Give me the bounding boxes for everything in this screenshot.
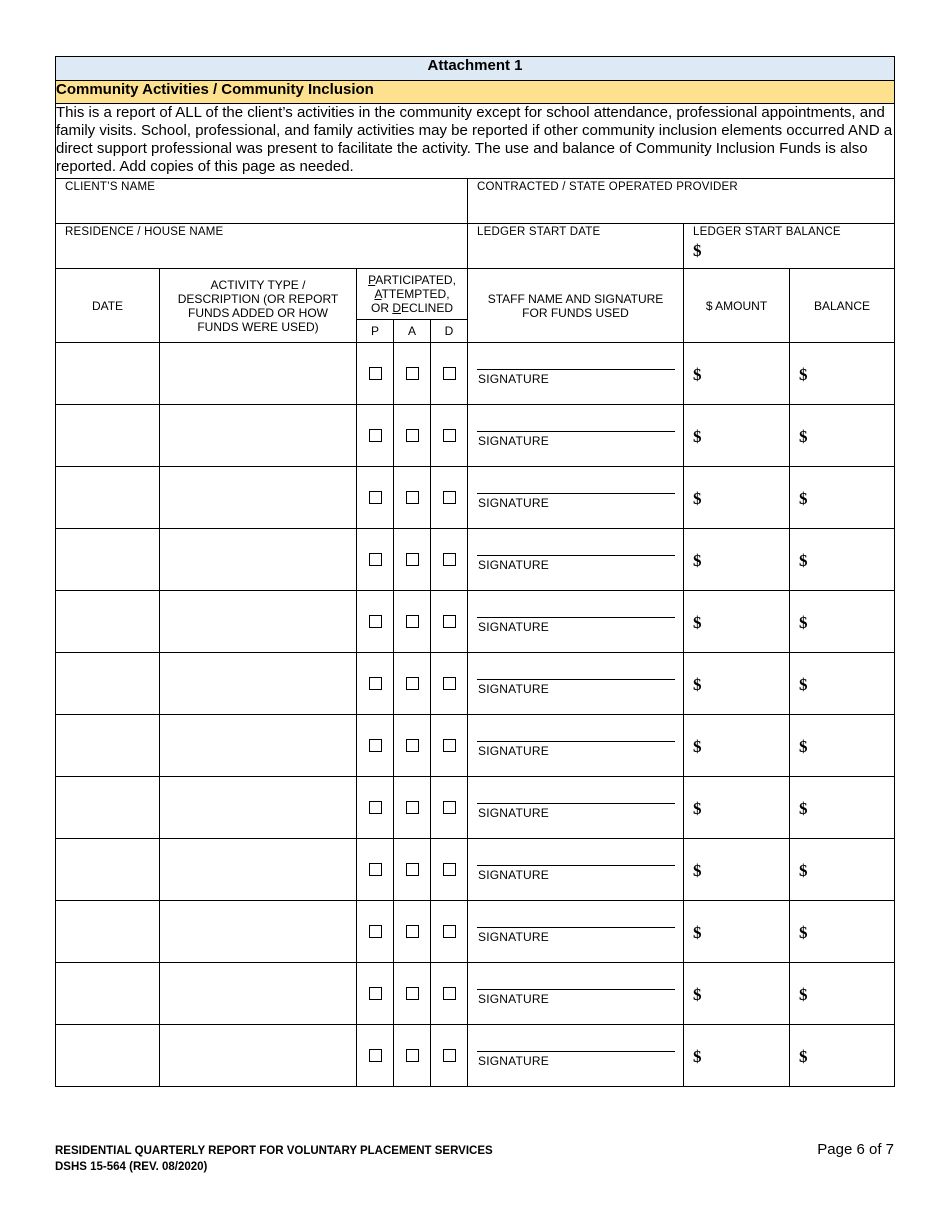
signature-cell[interactable] [468,839,684,901]
activity-rows [56,343,895,1087]
declined-cell [431,405,468,467]
balance-cell[interactable] [790,529,895,591]
date-cell[interactable] [56,839,160,901]
date-cell[interactable] [56,715,160,777]
amount-cell[interactable] [684,1025,790,1087]
attempted-checkbox[interactable] [406,925,419,938]
attempted-cell [394,777,431,839]
amount-dollar: $ [693,489,702,508]
signature-line [477,493,675,494]
balance-cell[interactable] [790,777,895,839]
balance-cell[interactable] [790,405,895,467]
date-cell[interactable] [56,777,160,839]
activity-cell[interactable] [160,343,357,405]
declined-cell [431,529,468,591]
balance-dollar: $ [799,861,808,880]
attempted-checkbox[interactable] [406,553,419,566]
amount-dollar: $ [693,985,702,1004]
date-cell[interactable] [56,963,160,1025]
participated-cell [357,529,394,591]
signature-label: SIGNATURE [478,620,549,634]
table-row [56,467,895,529]
table-row [56,1025,895,1087]
declined-cell [431,591,468,653]
footer-form-number: DSHS 15-564 (REV. 08/2020) [55,1161,208,1173]
declined-checkbox[interactable] [443,863,456,876]
date-cell[interactable] [56,1025,160,1087]
signature-cell[interactable] [468,653,684,715]
declined-checkbox[interactable] [443,491,456,504]
balance-cell[interactable] [790,1025,895,1087]
table-row [56,777,895,839]
provider-label: CONTRACTED / STATE OPERATED PROVIDER [477,181,738,193]
balance-dollar: $ [799,799,808,818]
signature-line [477,679,675,680]
balance-cell[interactable] [790,467,895,529]
participated-checkbox[interactable] [369,677,382,690]
participated-checkbox[interactable] [369,739,382,752]
balance-cell[interactable] [790,343,895,405]
signature-line [477,803,675,804]
amount-cell[interactable] [684,653,790,715]
balance-dollar: $ [799,613,808,632]
table-row [56,839,895,901]
signature-line [477,741,675,742]
signature-label: SIGNATURE [478,806,549,820]
section-title: Community Activities / Community Inclusion [56,81,895,104]
attempted-checkbox[interactable] [406,491,419,504]
participated-checkbox[interactable] [369,863,382,876]
attempted-cell [394,839,431,901]
participated-checkbox[interactable] [369,429,382,442]
signature-cell[interactable] [468,405,684,467]
activity-cell[interactable] [160,467,357,529]
date-cell[interactable] [56,405,160,467]
declined-checkbox[interactable] [443,1049,456,1062]
signature-cell[interactable] [468,777,684,839]
attempted-cell [394,405,431,467]
signature-line [477,369,675,370]
footer-form-info [55,1143,493,1175]
header-activity: ACTIVITY TYPE / DESCRIPTION (OR REPORT FUNDS ADDED OR HOW FUNDS WERE USED) [160,269,357,343]
balance-cell[interactable] [790,715,895,777]
attempted-cell [394,653,431,715]
participated-cell [357,591,394,653]
header-col-d: D [431,320,468,343]
signature-label: SIGNATURE [478,1054,549,1068]
declined-checkbox[interactable] [443,801,456,814]
participated-cell [357,653,394,715]
signature-label: SIGNATURE [478,992,549,1006]
balance-dollar: $ [799,427,808,446]
table-row [56,529,895,591]
declined-cell [431,715,468,777]
activity-cell[interactable] [160,901,357,963]
footer-form-title: RESIDENTIAL QUARTERLY REPORT FOR VOLUNTARY PLACEMENT SERVICES [55,1145,493,1157]
signature-line [477,865,675,866]
ledger-start-date-label: LEDGER START DATE [477,226,601,238]
attempted-cell [394,343,431,405]
balance-dollar: $ [799,365,808,384]
balance-cell[interactable] [790,963,895,1025]
declined-cell [431,777,468,839]
signature-label: SIGNATURE [478,434,549,448]
amount-dollar: $ [693,427,702,446]
date-cell[interactable] [56,591,160,653]
provider-field[interactable] [468,179,895,224]
amount-cell[interactable] [684,467,790,529]
balance-cell[interactable] [790,653,895,715]
attempted-cell [394,529,431,591]
table-row [56,343,895,405]
date-cell[interactable] [56,901,160,963]
signature-label: SIGNATURE [478,372,549,386]
intro-text: This is a report of ALL of the client’s activities in the community except for school attendance, professional appointments, and family visits. School, professional, and family activities may be reported if other community inclusion elements occurred AND a direct support professional was present to facilitate the activity. The use and balance of Community Inclusion Funds is also reported. Add copies of this page as needed. [56,104,895,179]
balance-dollar: $ [799,489,808,508]
balance-dollar: $ [799,675,808,694]
signature-cell[interactable] [468,715,684,777]
amount-cell[interactable] [684,343,790,405]
declined-checkbox[interactable] [443,429,456,442]
declined-cell [431,343,468,405]
attempted-checkbox[interactable] [406,863,419,876]
amount-dollar: $ [693,799,702,818]
balance-cell[interactable] [790,839,895,901]
signature-label: SIGNATURE [478,930,549,944]
participated-checkbox[interactable] [369,553,382,566]
balance-dollar: $ [799,985,808,1004]
declined-cell [431,901,468,963]
attempted-cell [394,901,431,963]
attempted-checkbox[interactable] [406,367,419,380]
declined-cell [431,653,468,715]
table-row [56,405,895,467]
date-cell[interactable] [56,529,160,591]
participated-checkbox[interactable] [369,801,382,814]
participated-cell [357,901,394,963]
amount-cell[interactable] [684,901,790,963]
signature-cell[interactable] [468,343,684,405]
signature-line [477,431,675,432]
participated-cell [357,963,394,1025]
ledger-start-balance-field[interactable] [684,224,895,269]
declined-cell [431,467,468,529]
amount-dollar: $ [693,675,702,694]
declined-cell [431,1025,468,1087]
participated-cell [357,839,394,901]
participated-checkbox[interactable] [369,491,382,504]
activity-cell[interactable] [160,1025,357,1087]
table-row [56,901,895,963]
attempted-checkbox[interactable] [406,987,419,1000]
signature-line [477,555,675,556]
declined-checkbox[interactable] [443,987,456,1000]
attempted-checkbox[interactable] [406,801,419,814]
participated-checkbox[interactable] [369,987,382,1000]
amount-cell[interactable] [684,839,790,901]
activity-cell[interactable] [160,529,357,591]
participated-cell [357,405,394,467]
declined-checkbox[interactable] [443,615,456,628]
balance-dollar: $ [799,923,808,942]
ledger-start-balance-label: LEDGER START BALANCE [693,226,841,238]
declined-checkbox[interactable] [443,553,456,566]
participated-checkbox[interactable] [369,1049,382,1062]
community-activities-form [55,56,895,1087]
date-cell[interactable] [56,343,160,405]
signature-cell[interactable] [468,467,684,529]
amount-cell[interactable] [684,715,790,777]
activity-cell[interactable] [160,715,357,777]
participated-checkbox[interactable] [369,367,382,380]
residence-label: RESIDENCE / HOUSE NAME [65,226,224,238]
amount-cell[interactable] [684,777,790,839]
participated-cell [357,1025,394,1087]
amount-dollar: $ [693,1047,702,1066]
header-balance: BALANCE [790,269,895,343]
table-row [56,715,895,777]
signature-line [477,927,675,928]
activity-cell[interactable] [160,653,357,715]
attempted-checkbox[interactable] [406,1049,419,1062]
table-row [56,963,895,1025]
amount-dollar: $ [693,551,702,570]
declined-cell [431,963,468,1025]
balance-cell[interactable] [790,901,895,963]
participated-checkbox[interactable] [369,925,382,938]
declined-checkbox[interactable] [443,677,456,690]
page-number: Page 6 of 7 [817,1141,894,1158]
activity-cell[interactable] [160,963,357,1025]
signature-label: SIGNATURE [478,558,549,572]
activity-cell[interactable] [160,591,357,653]
date-cell[interactable] [56,653,160,715]
residence-field[interactable] [56,224,468,269]
amount-cell[interactable] [684,529,790,591]
ledger-start-balance-dollar: $ [693,241,702,260]
header-staff: STAFF NAME AND SIGNATURE FOR FUNDS USED [468,269,684,343]
activity-cell[interactable] [160,839,357,901]
declined-cell [431,839,468,901]
header-amount: $ AMOUNT [684,269,790,343]
attempted-cell [394,963,431,1025]
declined-checkbox[interactable] [443,367,456,380]
signature-cell[interactable] [468,529,684,591]
signature-cell[interactable] [468,591,684,653]
amount-dollar: $ [693,365,702,384]
attempted-checkbox[interactable] [406,429,419,442]
balance-dollar: $ [799,551,808,570]
signature-line [477,617,675,618]
amount-cell[interactable] [684,963,790,1025]
attempted-checkbox[interactable] [406,615,419,628]
client-name-label: CLIENT’S NAME [65,181,156,193]
header-date: DATE [56,269,160,343]
table-row [56,653,895,715]
amount-dollar: $ [693,737,702,756]
amount-cell[interactable] [684,405,790,467]
activity-cell[interactable] [160,405,357,467]
attempted-checkbox[interactable] [406,677,419,690]
attachment-title: Attachment 1 [56,57,895,81]
participated-checkbox[interactable] [369,615,382,628]
header-col-a: A [394,320,431,343]
balance-cell[interactable] [790,591,895,653]
signature-cell[interactable] [468,1025,684,1087]
date-cell[interactable] [56,467,160,529]
signature-label: SIGNATURE [478,868,549,882]
attempted-checkbox[interactable] [406,739,419,752]
signature-line [477,989,675,990]
declined-checkbox[interactable] [443,925,456,938]
amount-cell[interactable] [684,591,790,653]
signature-cell[interactable] [468,963,684,1025]
signature-line [477,1051,675,1052]
participated-cell [357,715,394,777]
signature-cell[interactable] [468,901,684,963]
activity-cell[interactable] [160,777,357,839]
header-participation: PARTICIPATED, ATTEMPTED, OR DECLINED [357,269,468,320]
signature-label: SIGNATURE [478,496,549,510]
attempted-cell [394,715,431,777]
attempted-cell [394,1025,431,1087]
balance-dollar: $ [799,737,808,756]
signature-label: SIGNATURE [478,744,549,758]
amount-dollar: $ [693,861,702,880]
attempted-cell [394,591,431,653]
participated-cell [357,777,394,839]
balance-dollar: $ [799,1047,808,1066]
amount-dollar: $ [693,613,702,632]
header-col-p: P [357,320,394,343]
client-name-field[interactable] [56,179,468,224]
ledger-start-date-field[interactable] [468,224,684,269]
attempted-cell [394,467,431,529]
participated-cell [357,467,394,529]
form-sheet [55,56,894,1087]
signature-label: SIGNATURE [478,682,549,696]
amount-dollar: $ [693,923,702,942]
declined-checkbox[interactable] [443,739,456,752]
participated-cell [357,343,394,405]
table-row [56,591,895,653]
